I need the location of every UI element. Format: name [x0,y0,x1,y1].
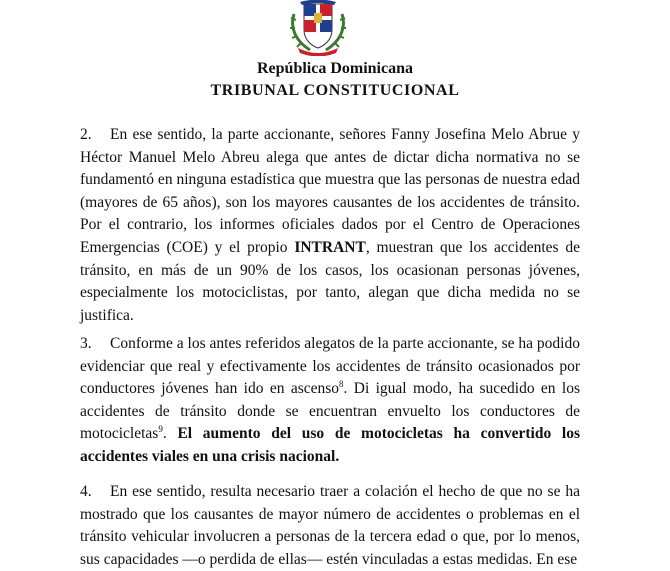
paragraph-text: En ese sentido, resulta necesario traer a colación el hecho de que no se ha mostrado que los causantes de mayor número de accidentes o problemas en el tránsito vehicular involucren a personas de la tercera edad o que, por lo menos, sus capacidades —o perdida de ellas— estén vinculadas a estas medidas. En ese [80,483,580,568]
paragraph-text: . Di igual modo, ha sucedido en los accidentes de tránsito donde se encuentran envuelto los conductores de motocicletas [80,380,580,443]
coat-of-arms-emblem [286,0,350,56]
paragraph-number: 3. [80,335,92,352]
paragraph-text: Conforme a los antes referidos alegatos de la parte accionante, se ha podido evidenciar que real y efectivamente los accidentes de tránsito ocasionados por conductores jóvenes han ido en ascenso [80,335,580,398]
bold-text: El aumento del uso de motocicletas ha convertido los accidentes viales en una crisis nacional. [80,425,581,465]
footnote-ref[interactable]: 9 [158,424,163,435]
paragraph-3 [80,333,580,469]
paragraph-2 [80,124,580,327]
country-name: República Dominicana [256,60,413,77]
paragraph-text: , muestran que los accidentes de tránsito, en más de un 90% de los casos, los ocasionan personas jóvenes, especialmente los motociclistas, por tanto, alegan que dicha medida no se justifica. [80,238,580,324]
bold-text: INTRANT [294,238,366,256]
paragraph-number: 2. [80,126,92,143]
document-header [0,58,670,102]
footnote-ref[interactable]: 8 [339,379,344,390]
paragraph-text: En ese sentido, la parte accionante, señores Fanny Josefina Melo Abrue y Héctor Manuel Melo Abreu alega que antes de dictar dicha normativa no se fundamentó en ninguna estadística que muestra que las personas de nuestra edad (mayores de 65 años), son los mayores causantes de los accidentes de tránsito. Por el contrario, los informes oficiales dados por el Centro de Operaciones Emergencias (COE) y el propio [80,126,580,256]
paragraph-number: 4. [80,483,92,500]
court-name: TRIBUNAL CONSTITUCIONAL [210,82,460,99]
paragraph-4 [80,481,580,571]
paragraph-text: . [162,425,178,443]
